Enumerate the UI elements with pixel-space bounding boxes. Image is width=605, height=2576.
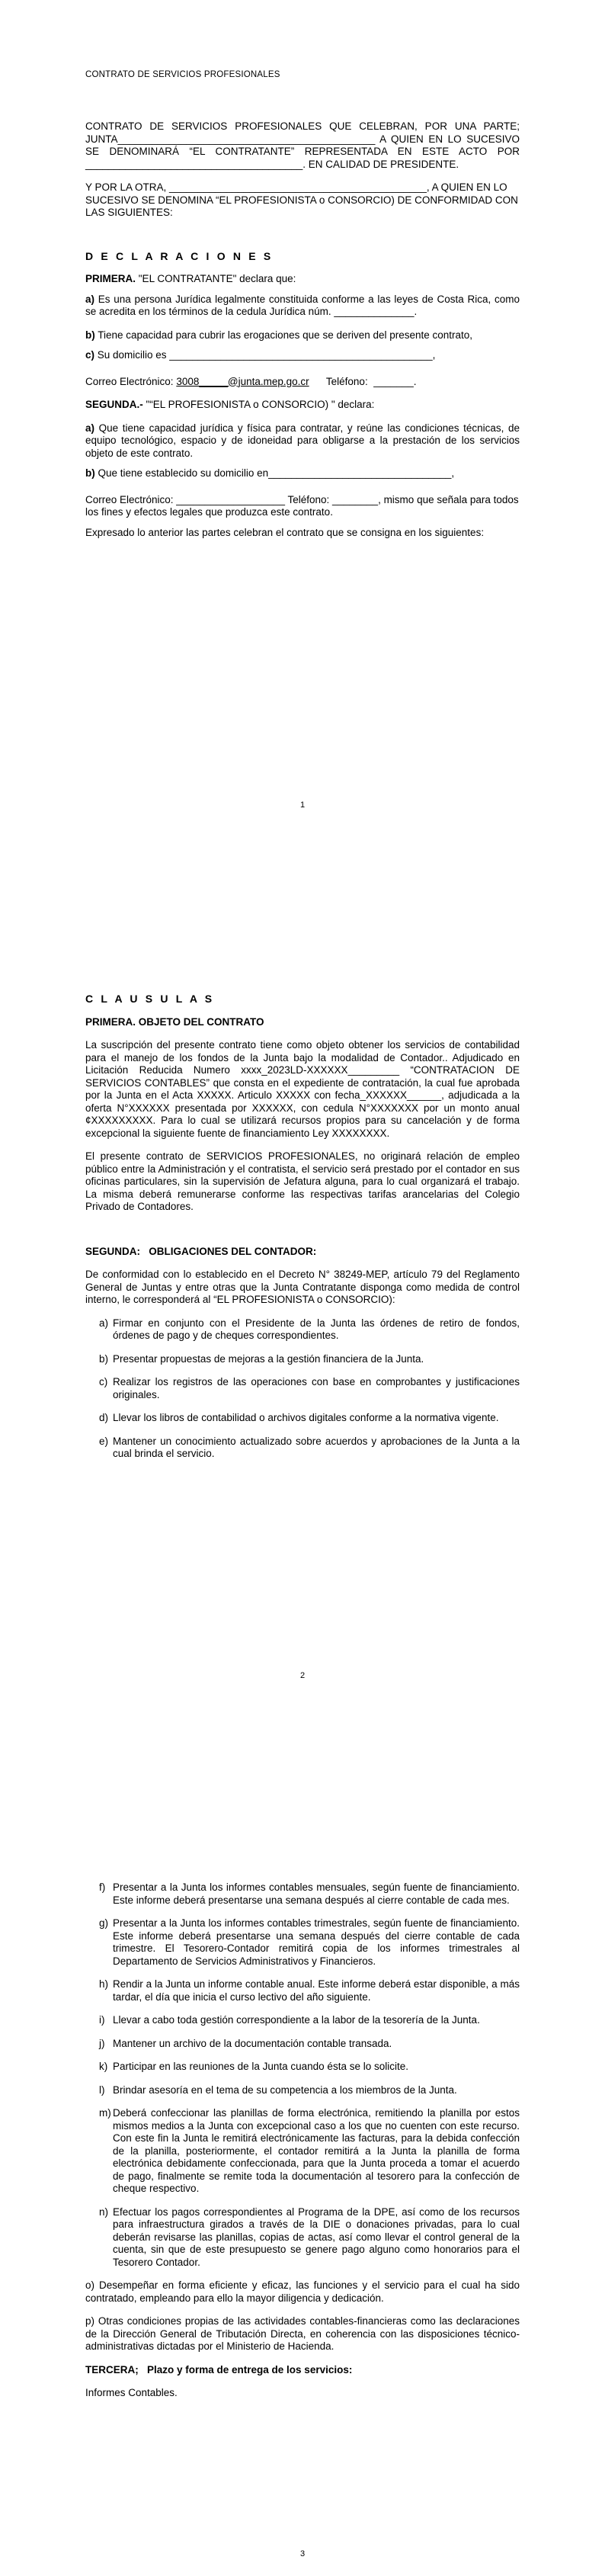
obligacion-p: p) Otras condiciones propias de las actividades contables-financieras como las declaraciones de la Dirección General de Tributación Directa, en coherencia con las disposiciones técnico-administrativas dictadas por el Ministerio de Hacienda. [85, 2315, 520, 2352]
obligaciones-list-part-1 [85, 1317, 520, 1461]
declaracion-segunda-a [85, 422, 520, 460]
obligacion-item-text: Mantener un archivo de la documentación contable transada. [113, 2037, 392, 2049]
obligacion-item [98, 1412, 520, 1425]
obligacion-item [98, 2014, 520, 2027]
declaracion-segunda-b [85, 467, 520, 480]
obligacion-item-label: d) [99, 1412, 109, 1423]
obligacion-item-text: Presentar propuestas de mejoras a la gestión financiera de la Junta. [113, 1352, 424, 1365]
obligacion-item [98, 1436, 520, 1461]
page-3-body [85, 1881, 520, 2408]
obligacion-item-label: g) [99, 1917, 109, 1929]
obligacion-item-label: c) [99, 1376, 108, 1387]
intro-paragraph-1: CONTRATO DE SERVICIOS PROFESIONALES QUE CELEBRAN, POR UNA PARTE; JUNTA_____________________________________________ A QUIEN EN LO SUCESIVO SE DENOMINARÁ “EL CONTRATANTE” REPRESENTADA EN ESTE ACTO POR ______________________________________. EN CALIDAD DE PRESIDENTE. [85, 120, 520, 170]
obligaciones-list-part-2 [85, 1881, 520, 2269]
obligacion-item [98, 2061, 520, 2074]
correo-contratante-tail: Teléfono: _______. [309, 375, 417, 387]
page-number-2: 2 [299, 1671, 306, 1680]
correo-contratante [85, 376, 520, 389]
declaracion-c-label: c) [85, 349, 95, 361]
obligacion-item-text: Deberá confeccionar las planillas de forma electrónica, remitiendo la planilla por estos mismos medios a la Junta con excepcional caso a los que no cuenten con este recurso. Con este fin la Junta le remitirá electrónicamente las facturas, para la debida confección de la planilla, posteriormente, el contador remitirá a la Junta la planilla de forma electrónica debidamente confeccionada, para que la Junta proceda a tomar el acuerdo de pago, finalmente se remite toda la documentación al tesorero para la confección de cheque respectivo. [113, 2107, 520, 2194]
obligacion-item [98, 1881, 520, 1907]
page-number-3: 3 [299, 2549, 306, 2558]
clausulas-heading: C L A U S U L A S [85, 993, 215, 1005]
obligacion-item-label: h) [99, 1978, 109, 1990]
declaracion-segunda [85, 399, 520, 412]
obligacion-item-label: b) [99, 1352, 109, 1365]
page-2-body [85, 993, 520, 1471]
obligacion-item-label: i) [99, 2014, 105, 2026]
obligacion-item [98, 1317, 520, 1343]
declaracion-segunda-b-label: b) [85, 467, 95, 479]
obligacion-item [98, 1917, 520, 1968]
declaracion-b-label: b) [85, 329, 95, 341]
obligacion-item-label: l) [99, 2084, 105, 2096]
obligacion-item-label: k) [99, 2061, 108, 2072]
document-header-title: CONTRATO DE SERVICIOS PROFESIONALES [85, 70, 280, 79]
declaracion-c [85, 349, 520, 362]
clausula-primera-title: PRIMERA. OBJETO DEL CONTRATO [85, 1015, 264, 1028]
declaracion-segunda-a-text: Que tiene capacidad jurídica y física para contratar, y reúne las condiciones técnicas, de equipo tecnológico, espacio y de idoneidad para obligarse a la prestación de los servicios objeto de este contrato. [85, 422, 520, 459]
obligacion-item-label: a) [99, 1317, 109, 1329]
intro-paragraph-2: Y POR LA OTRA, _____________________________________________, A QUIEN EN LO SUCESIVO SE DENOMINA “EL PROFESIONISTA o CONSORCIO) DE CONFORMIDAD CON LAS SIGUIENTES: [85, 181, 518, 218]
obligacion-item [98, 2107, 520, 2196]
declaracion-c-text: Su domicilio es ______________________________________________, [94, 349, 436, 361]
clausula-primera-p1: La suscripción del presente contrato tiene como objeto obtener los servicios de contabilidad para el manejo de los fondos de la Junta bajo la modalidad de Contador.. Adjudicado en Licitación Reducida Numero xxxx_2023LD-XXXXXX_________ “CONTRATACION DE SERVICIOS CONTABLES” que consta en el expediente de contratación, la cual fue aprobada por la Junta en el Acta XXXXX. Articulo XXXXX con fecha_XXXXXX______, adjudicada a la oferta N°XXXXXX presentada por XXXXXX, con cedula N°XXXXXXX por un monto anual ¢XXXXXXXXX. Para lo cual se utilizará recursos propios para su cancelación y de forma excepcional la siguiente fuente de financiamiento Ley XXXXXXXX. [85, 1039, 520, 1139]
declaracion-b-text: Tiene capacidad para cubrir las erogaciones que se deriven del presente contrato, [94, 329, 473, 341]
obligacion-item-text: Presentar a la Junta los informes contables trimestrales, según fuente de financiamiento. Este informe deberá presentarse una semana después del cierre contable de cada trimestre. El Tesorero-Contador remitirá copia de los informes trimestrales al Departamento de Servicios Administrativos y Financieros. [113, 1917, 520, 1967]
declaracion-segunda-a-label: a) [85, 422, 95, 434]
obligacion-item-text: Presentar a la Junta los informes contables mensuales, según fuente de financiamiento. Este informe deberá presentarse una semana después al cierre contable de cada mes. [113, 1881, 520, 1906]
declaracion-primera-lead: PRIMERA. [85, 273, 136, 284]
obligacion-item [98, 1376, 520, 1401]
obligacion-item-label: j) [99, 2037, 105, 2049]
clausula-tercera-title: TERCERA; Plazo y forma de entrega de los servicios: [85, 2363, 353, 2376]
obligacion-item-text: Participar en las reuniones de la Junta cuando ésta se lo solicite. [113, 2061, 408, 2072]
declaraciones-heading: D E C L A R A C I O N E S [85, 249, 274, 262]
declaracion-a [85, 294, 520, 319]
clausula-tercera-text: Informes Contables. [85, 2387, 178, 2398]
page-number-1: 1 [299, 800, 306, 810]
obligacion-item-text: Firmar en conjunto con el Presidente de la Junta las órdenes de retiro de fondos, órdenes de pago y de cheques correspondientes. [113, 1317, 520, 1341]
clausula-segunda-title: SEGUNDA: OBLIGACIONES DEL CONTADOR: [85, 1245, 317, 1257]
correo-profesionista: Correo Electrónico: ___________________ Teléfono: ________, mismo que señala para todos los fines y efectos legales que produzca este contrato. [85, 493, 519, 518]
obligacion-item [98, 2206, 520, 2270]
clausula-primera-p2: El presente contrato de SERVICIOS PROFESIONALES, no originará relación de empleo público entre la Administración y el contratista, el servicio será prestado por el contador en sus oficinas particulares, sin la supervisión de Jefatura alguna, para lo cual organizará el trabajo. La misma deberá remunerarse conforme las respectivas tarifas arancelarias del Colegio Privado de Contadores. [85, 1150, 520, 1212]
declaracion-a-text: Es una persona Jurídica legalmente constituida conforme a las leyes de Costa Rica, como se acredita en los términos de la cedula Jurídica núm. ______________. [85, 293, 520, 317]
declaracion-primera [85, 273, 520, 286]
declaracion-segunda-lead: SEGUNDA.- [85, 399, 143, 410]
correo-contratante-lead: Correo Electrónico: [85, 375, 177, 387]
obligacion-item-text: Realizar los registros de las operaciones con base en comprobantes y justificaciones originales. [113, 1376, 520, 1400]
obligacion-item-text: Llevar los libros de contabilidad o archivos digitales conforme a la normativa vigente. [113, 1412, 499, 1423]
declaracion-a-label: a) [85, 293, 95, 305]
obligacion-item-text: Llevar a cabo toda gestión correspondiente a la labor de la tesorería de la Junta. [113, 2014, 480, 2026]
expresado-paragraph: Expresado lo anterior las partes celebran el contrato que se consigna en los siguientes: [85, 526, 485, 538]
obligacion-item-label: m) [99, 2107, 111, 2119]
page-1-body [85, 120, 520, 547]
declaracion-segunda-b-text: Que tiene establecido su domicilio en________________________________, [94, 467, 455, 479]
obligacion-item-text: Efectuar los pagos correspondientes al Programa de la DPE, así como de los recursos para infraestructura girados a través de la DIE o donaciones privadas, para lo cual deberán revisarse las planillas, copias de actas, así como llevar el control general de la cuenta, sin que de este presupuesto se genere pago alguno como honorarios para el Tesorero Contador. [113, 2205, 520, 2268]
obligacion-o: o) Desempeñar en forma eficiente y eficaz, las funciones y el servicio para el cual ha sido contratado, empleando para ello la mayor diligencia y dedicación. [85, 2279, 520, 2304]
correo-contratante-value: 3008_____@junta.mep.go.cr [176, 375, 309, 387]
obligacion-item [98, 1978, 520, 2003]
obligacion-item-label: e) [99, 1435, 109, 1447]
declaracion-primera-text: "EL CONTRATANTE" declara que: [136, 273, 296, 284]
obligacion-item [98, 2084, 520, 2097]
obligacion-item-text: Rendir a la Junta un informe contable anual. Este informe deberá estar disponible, a más tardar, el día que inicia el curso lectivo del año siguiente. [113, 1978, 520, 2003]
declaracion-b [85, 329, 520, 342]
obligacion-item [98, 1353, 520, 1366]
declaracion-segunda-text: "“EL PROFESIONISTA o CONSORCIO) " declara: [142, 399, 375, 410]
obligacion-item-text: Mantener un conocimiento actualizado sobre acuerdos y aprobaciones de la Junta a la cual brinda el servicio. [113, 1435, 520, 1459]
obligacion-item-label: f) [99, 1881, 106, 1893]
clausula-segunda-intro: De conformidad con lo establecido en el Decreto N° 38249-MEP, artículo 79 del Reglamento General de Juntas y entre otras que la Junta Contratante disponga como medida de control interno, le corresponderá al “EL PROFESIONISTA o CONSORCIO): [85, 1269, 520, 1305]
obligacion-item-label: n) [99, 2205, 109, 2218]
obligacion-item [98, 2038, 520, 2051]
obligacion-item-text: Brindar asesoría en el tema de su competencia a los miembros de la Junta. [113, 2084, 457, 2096]
